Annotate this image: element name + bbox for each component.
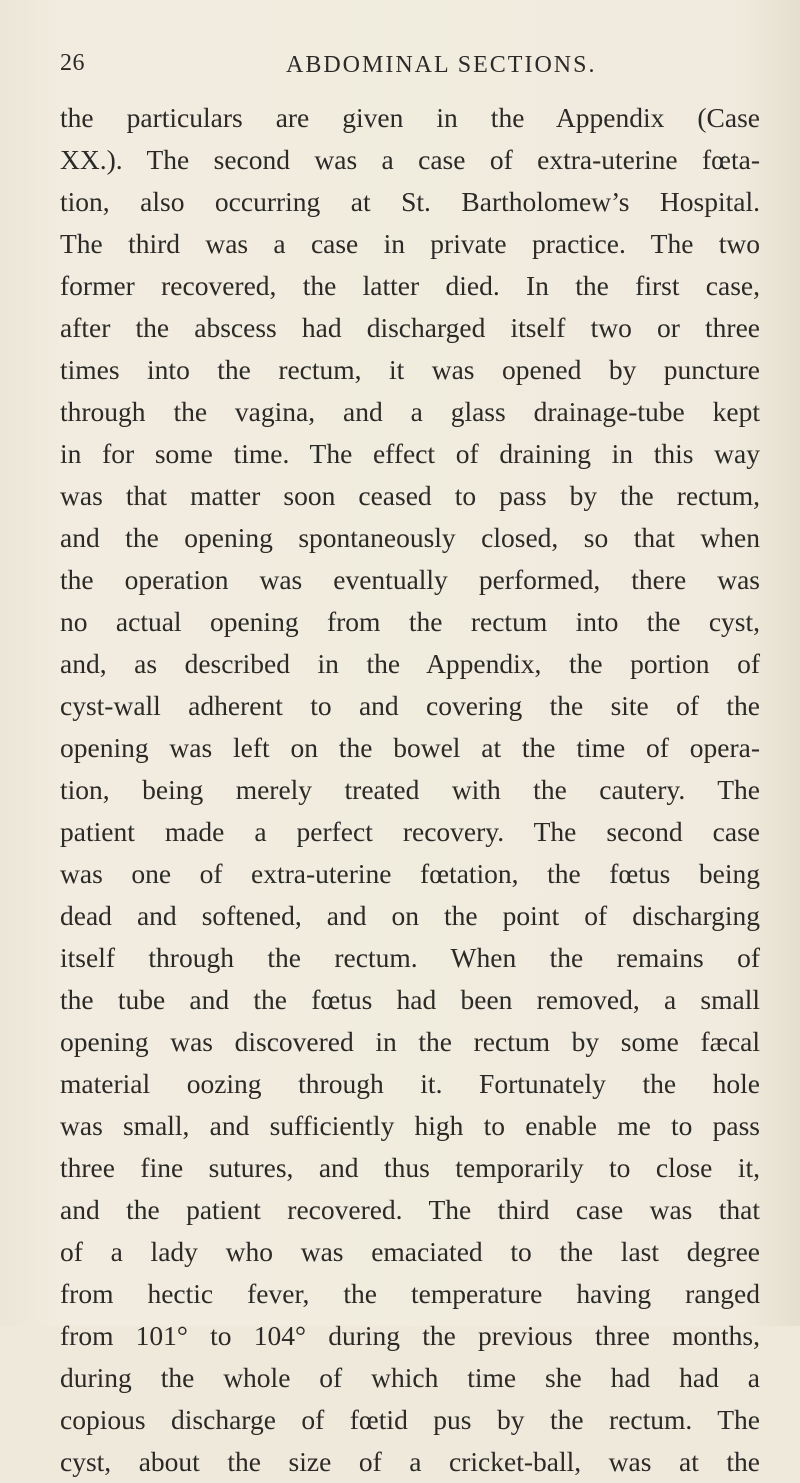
text-line: dead and softened, and on the point of discharging bbox=[60, 900, 760, 931]
running-head: ABDOMINAL SECTIONS. bbox=[286, 52, 597, 78]
text-line: former recovered, the latter died. In the first case, bbox=[60, 270, 760, 301]
text-line: opening was discovered in the rectum by some fæcal bbox=[60, 1026, 760, 1057]
text-line: patient made a perfect recovery. The second case bbox=[60, 816, 760, 847]
text-line: was one of extra-uterine fœtation, the fœtus being bbox=[60, 858, 760, 889]
text-line: itself through the rectum. When the remains of bbox=[60, 942, 760, 973]
text-line: cyst-wall adherent to and covering the site of the bbox=[60, 690, 760, 721]
text-line: three fine sutures, and thus temporarily to close it, bbox=[60, 1152, 760, 1183]
text-line: copious discharge of fœtid pus by the rectum. The bbox=[60, 1404, 760, 1435]
text-line: the particulars are given in the Appendix (Case bbox=[60, 102, 760, 133]
text-line: tion, being merely treated with the cautery. The bbox=[60, 774, 760, 805]
text-line: through the vagina, and a glass drainage-tube kept bbox=[60, 396, 760, 427]
text-line: tion, also occurring at St. Bartholomew’s Hospital. bbox=[60, 186, 760, 217]
text-line: and the patient recovered. The third case was that bbox=[60, 1194, 760, 1225]
page-header bbox=[60, 50, 760, 84]
text-line: material oozing through it. Fortunately the hole bbox=[60, 1068, 760, 1099]
text-line: opening was left on the bowel at the time of opera- bbox=[60, 732, 760, 763]
page-number: 26 bbox=[60, 50, 85, 76]
text-line: no actual opening from the rectum into the cyst, bbox=[60, 606, 760, 637]
text-line: XX.). The second was a case of extra-uterine fœta- bbox=[60, 144, 760, 175]
text-line: from 101° to 104° during the previous three months, bbox=[60, 1320, 760, 1351]
text-line: was small, and sufficiently high to enable me to pass bbox=[60, 1110, 760, 1141]
text-line: cyst, about the size of a cricket-ball, was at the bbox=[60, 1446, 760, 1477]
text-line: the operation was eventually performed, there was bbox=[60, 564, 760, 595]
text-line: the tube and the fœtus had been removed, a small bbox=[60, 984, 760, 1015]
text-line: was that matter soon ceased to pass by the rectum, bbox=[60, 480, 760, 511]
text-line: times into the rectum, it was opened by puncture bbox=[60, 354, 760, 385]
text-line: from hectic fever, the temperature having ranged bbox=[60, 1278, 760, 1309]
text-line: during the whole of which time she had had a bbox=[60, 1362, 760, 1393]
text-line: after the abscess had discharged itself two or three bbox=[60, 312, 760, 343]
text-line: The third was a case in private practice. The two bbox=[60, 228, 760, 259]
text-line: in for some time. The effect of draining in this way bbox=[60, 438, 760, 469]
text-line: of a lady who was emaciated to the last degree bbox=[60, 1236, 760, 1267]
text-line: and the opening spontaneously closed, so that when bbox=[60, 522, 760, 553]
text-line: and, as described in the Appendix, the portion of bbox=[60, 648, 760, 679]
body-text bbox=[60, 97, 760, 1483]
